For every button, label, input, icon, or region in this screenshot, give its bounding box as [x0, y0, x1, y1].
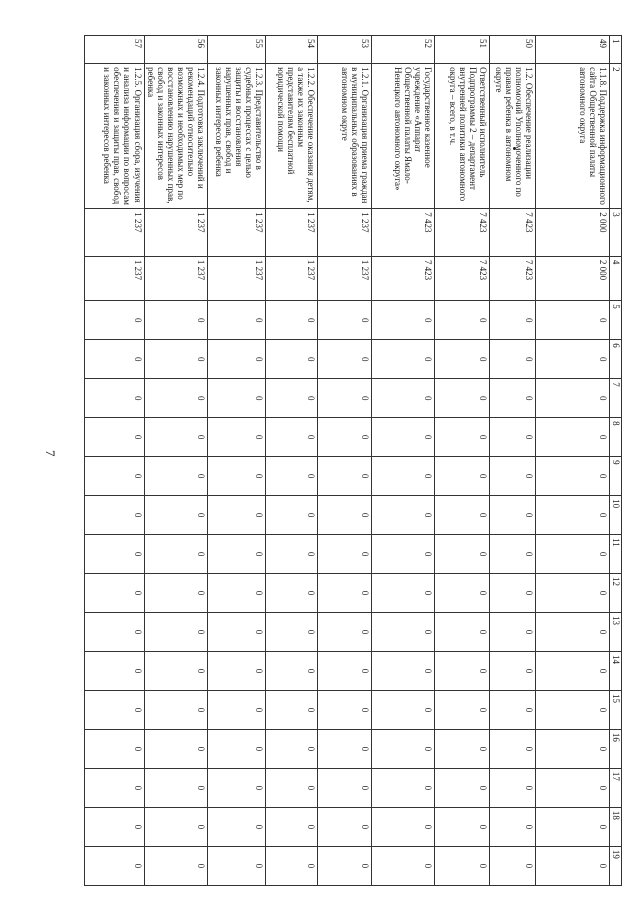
- value-cell-col19: 0: [144, 846, 207, 885]
- value-cell-col6: 0: [435, 340, 490, 379]
- value-cell-col19: 0: [536, 846, 610, 885]
- value-cell-col7: 0: [266, 379, 318, 418]
- value-cell-col14: 0: [144, 651, 207, 690]
- row-name-cell: 1.2. Обеспечение реализации полномочий Уполномоченного по правам ребенка в автономном округе: [490, 64, 536, 209]
- value-cell-col3: 7 423: [435, 209, 490, 257]
- row-name-cell: 1.2.5. Организация сбора, изучения и анализа информации по вопросам обеспечения и защиты прав, свобод и законных интересов ребенка: [84, 64, 144, 209]
- value-cell-col18: 0: [266, 807, 318, 846]
- value-cell-col19: 0: [372, 846, 435, 885]
- value-cell-col5: 0: [435, 301, 490, 340]
- value-cell-col13: 0: [536, 613, 610, 652]
- budget-table-rotated: [87, 35, 622, 886]
- value-cell-col18: 0: [144, 807, 207, 846]
- value-cell-col8: 0: [144, 418, 207, 457]
- table-row: [318, 36, 372, 886]
- column-header-11: 11: [610, 535, 622, 574]
- table-row: [208, 36, 266, 886]
- value-cell-col12: 0: [208, 574, 266, 613]
- value-cell-col9: 0: [536, 457, 610, 496]
- value-cell-col18: 0: [208, 807, 266, 846]
- value-cell-col11: 0: [490, 535, 536, 574]
- value-cell-col18: 0: [84, 807, 144, 846]
- value-cell-col19: 0: [490, 846, 536, 885]
- value-cell-col3: 1 237: [318, 209, 372, 257]
- value-cell-col6: 0: [266, 340, 318, 379]
- value-cell-col10: 0: [318, 496, 372, 535]
- value-cell-col5: 0: [266, 301, 318, 340]
- column-header-3: 3: [610, 209, 622, 257]
- value-cell-col6: 0: [536, 340, 610, 379]
- row-name-cell: 1.2.3. Представительство в судебных процессах с целью защиты и восстановления нарушенных прав, свобод и законных интересов ребенка: [208, 64, 266, 209]
- value-cell-col10: 0: [266, 496, 318, 535]
- value-cell-col16: 0: [144, 729, 207, 768]
- value-cell-col14: 0: [435, 651, 490, 690]
- value-cell-col19: 0: [435, 846, 490, 885]
- value-cell-col15: 0: [208, 690, 266, 729]
- value-cell-col4: 1 237: [144, 256, 207, 300]
- row-number-cell: 55: [208, 36, 266, 64]
- value-cell-col13: 0: [266, 613, 318, 652]
- value-cell-col7: 0: [84, 379, 144, 418]
- budget-table: [84, 35, 622, 886]
- value-cell-col19: 0: [318, 846, 372, 885]
- value-cell-col10: 0: [536, 496, 610, 535]
- row-number-cell: 53: [318, 36, 372, 64]
- value-cell-col3: 1 237: [144, 209, 207, 257]
- value-cell-col15: 0: [536, 690, 610, 729]
- column-header-16: 16: [610, 729, 622, 768]
- value-cell-col13: 0: [372, 613, 435, 652]
- value-cell-col4: 7 423: [372, 256, 435, 300]
- value-cell-col17: 0: [435, 768, 490, 807]
- value-cell-col17: 0: [84, 768, 144, 807]
- value-cell-col4: 7 423: [490, 256, 536, 300]
- value-cell-col8: 0: [435, 418, 490, 457]
- value-cell-col5: 0: [208, 301, 266, 340]
- column-header-10: 10: [610, 496, 622, 535]
- value-cell-col8: 0: [372, 418, 435, 457]
- value-cell-col4: 1 237: [84, 256, 144, 300]
- value-cell-col18: 0: [372, 807, 435, 846]
- value-cell-col6: 0: [144, 340, 207, 379]
- value-cell-col12: 0: [372, 574, 435, 613]
- value-cell-col11: 0: [435, 535, 490, 574]
- value-cell-col6: 0: [318, 340, 372, 379]
- value-cell-col15: 0: [144, 690, 207, 729]
- value-cell-col18: 0: [536, 807, 610, 846]
- value-cell-col7: 0: [372, 379, 435, 418]
- value-cell-col7: 0: [490, 379, 536, 418]
- value-cell-col17: 0: [266, 768, 318, 807]
- value-cell-col7: 0: [208, 379, 266, 418]
- value-cell-col16: 0: [266, 729, 318, 768]
- value-cell-col14: 0: [318, 651, 372, 690]
- value-cell-col6: 0: [208, 340, 266, 379]
- value-cell-col13: 0: [490, 613, 536, 652]
- value-cell-col9: 0: [144, 457, 207, 496]
- value-cell-col9: 0: [490, 457, 536, 496]
- value-cell-col9: 0: [208, 457, 266, 496]
- value-cell-col5: 0: [490, 301, 536, 340]
- value-cell-col11: 0: [144, 535, 207, 574]
- value-cell-col18: 0: [490, 807, 536, 846]
- value-cell-col14: 0: [372, 651, 435, 690]
- value-cell-col17: 0: [208, 768, 266, 807]
- value-cell-col17: 0: [490, 768, 536, 807]
- table-row: [435, 36, 490, 886]
- value-cell-col11: 0: [84, 535, 144, 574]
- value-cell-col3: 2 000: [536, 209, 610, 257]
- value-cell-col18: 0: [435, 807, 490, 846]
- table-row: [84, 36, 144, 886]
- value-cell-col15: 0: [490, 690, 536, 729]
- page-number: 7: [43, 450, 58, 457]
- value-cell-col19: 0: [266, 846, 318, 885]
- value-cell-col9: 0: [84, 457, 144, 496]
- row-name-cell: 1.2.2. Обеспечение оказания детям, а также их законным представителям бесплатной юридической помощи: [266, 64, 318, 209]
- column-header-5: 5: [610, 301, 622, 340]
- value-cell-col4: 2 000: [536, 256, 610, 300]
- column-header-12: 12: [610, 574, 622, 613]
- row-number-cell: 51: [435, 36, 490, 64]
- row-number-cell: 54: [266, 36, 318, 64]
- column-header-18: 18: [610, 807, 622, 846]
- column-header-4: 4: [610, 256, 622, 300]
- value-cell-col5: 0: [318, 301, 372, 340]
- value-cell-col14: 0: [536, 651, 610, 690]
- value-cell-col7: 0: [536, 379, 610, 418]
- value-cell-col3: 1 237: [84, 209, 144, 257]
- value-cell-col16: 0: [372, 729, 435, 768]
- value-cell-col14: 0: [84, 651, 144, 690]
- value-cell-col4: 1 237: [266, 256, 318, 300]
- value-cell-col8: 0: [84, 418, 144, 457]
- value-cell-col16: 0: [536, 729, 610, 768]
- row-name-cell: 1.2.1. Организация приема граждан в муниципальных образованиях в автономном округе: [318, 64, 372, 209]
- value-cell-col19: 0: [84, 846, 144, 885]
- value-cell-col13: 0: [435, 613, 490, 652]
- value-cell-col16: 0: [84, 729, 144, 768]
- value-cell-col17: 0: [144, 768, 207, 807]
- value-cell-col12: 0: [144, 574, 207, 613]
- value-cell-col3: 7 423: [372, 209, 435, 257]
- column-header-8: 8: [610, 418, 622, 457]
- value-cell-col13: 0: [208, 613, 266, 652]
- value-cell-col14: 0: [208, 651, 266, 690]
- value-cell-col16: 0: [435, 729, 490, 768]
- value-cell-col3: 1 237: [208, 209, 266, 257]
- value-cell-col19: 0: [208, 846, 266, 885]
- row-number-cell: 50: [490, 36, 536, 64]
- value-cell-col7: 0: [435, 379, 490, 418]
- column-header-19: 19: [610, 846, 622, 885]
- value-cell-col11: 0: [208, 535, 266, 574]
- value-cell-col5: 0: [84, 301, 144, 340]
- value-cell-col12: 0: [266, 574, 318, 613]
- column-header-13: 13: [610, 613, 622, 652]
- value-cell-col4: 1 237: [318, 256, 372, 300]
- value-cell-col11: 0: [536, 535, 610, 574]
- row-name-cell: 1.2.4. Подготовка заключений и рекомендаций относительно возможных и необходимых мер по восстановлению нарушенных прав, свобод и законных интересов ребенка: [144, 64, 207, 209]
- value-cell-col15: 0: [266, 690, 318, 729]
- value-cell-col5: 0: [144, 301, 207, 340]
- value-cell-col12: 0: [318, 574, 372, 613]
- row-name-cell: 1.1.8. Поддержка информационного сайта Общественной палаты автономного округа: [536, 64, 610, 209]
- value-cell-col15: 0: [318, 690, 372, 729]
- value-cell-col10: 0: [208, 496, 266, 535]
- column-header-9: 9: [610, 457, 622, 496]
- value-cell-col12: 0: [435, 574, 490, 613]
- value-cell-col13: 0: [318, 613, 372, 652]
- value-cell-col15: 0: [372, 690, 435, 729]
- value-cell-col15: 0: [435, 690, 490, 729]
- value-cell-col10: 0: [144, 496, 207, 535]
- value-cell-col8: 0: [266, 418, 318, 457]
- column-header-6: 6: [610, 340, 622, 379]
- value-cell-col12: 0: [536, 574, 610, 613]
- table-row: [266, 36, 318, 886]
- value-cell-col11: 0: [318, 535, 372, 574]
- value-cell-col9: 0: [435, 457, 490, 496]
- value-cell-col9: 0: [372, 457, 435, 496]
- column-header-1: 1: [610, 36, 622, 64]
- value-cell-col17: 0: [536, 768, 610, 807]
- column-header-2: 2: [610, 64, 622, 209]
- value-cell-col7: 0: [144, 379, 207, 418]
- value-cell-col10: 0: [372, 496, 435, 535]
- value-cell-col12: 0: [490, 574, 536, 613]
- column-header-7: 7: [610, 379, 622, 418]
- value-cell-col16: 0: [208, 729, 266, 768]
- value-cell-col11: 0: [372, 535, 435, 574]
- value-cell-col16: 0: [490, 729, 536, 768]
- column-header-14: 14: [610, 651, 622, 690]
- table-row: [144, 36, 207, 886]
- value-cell-col3: 7 423: [490, 209, 536, 257]
- value-cell-col13: 0: [84, 613, 144, 652]
- value-cell-col14: 0: [490, 651, 536, 690]
- value-cell-col10: 0: [490, 496, 536, 535]
- value-cell-col14: 0: [266, 651, 318, 690]
- row-number-cell: 56: [144, 36, 207, 64]
- value-cell-col4: 1 237: [208, 256, 266, 300]
- table-row: [536, 36, 610, 886]
- value-cell-col16: 0: [318, 729, 372, 768]
- value-cell-col8: 0: [536, 418, 610, 457]
- value-cell-col6: 0: [372, 340, 435, 379]
- value-cell-col5: 0: [536, 301, 610, 340]
- table-row: [372, 36, 435, 886]
- value-cell-col10: 0: [84, 496, 144, 535]
- column-header-15: 15: [610, 690, 622, 729]
- value-cell-col8: 0: [318, 418, 372, 457]
- value-cell-col17: 0: [318, 768, 372, 807]
- row-number-cell: 49: [536, 36, 610, 64]
- value-cell-col4: 7 423: [435, 256, 490, 300]
- value-cell-col8: 0: [490, 418, 536, 457]
- value-cell-col11: 0: [266, 535, 318, 574]
- value-cell-col3: 1 237: [266, 209, 318, 257]
- value-cell-col6: 0: [84, 340, 144, 379]
- value-cell-col18: 0: [318, 807, 372, 846]
- value-cell-col12: 0: [84, 574, 144, 613]
- column-header-17: 17: [610, 768, 622, 807]
- value-cell-col13: 0: [144, 613, 207, 652]
- value-cell-col5: 0: [372, 301, 435, 340]
- row-name-cell: Государственное казенное учреждение «Аппарат Общественной палаты Ямало-Ненецкого автономного округа»: [372, 64, 435, 209]
- row-number-cell: 52: [372, 36, 435, 64]
- value-cell-col9: 0: [318, 457, 372, 496]
- value-cell-col10: 0: [435, 496, 490, 535]
- value-cell-col9: 0: [266, 457, 318, 496]
- value-cell-col15: 0: [84, 690, 144, 729]
- header-row: [610, 36, 622, 886]
- value-cell-col8: 0: [208, 418, 266, 457]
- value-cell-col6: 0: [490, 340, 536, 379]
- value-cell-col17: 0: [372, 768, 435, 807]
- value-cell-col7: 0: [318, 379, 372, 418]
- row-name-cell: Ответственный исполнитель Подпрограммы 2 – департамент внутренней политики автономного округа – всего, в т.ч.: [435, 64, 490, 209]
- table-row: [490, 36, 536, 886]
- row-number-cell: 57: [84, 36, 144, 64]
